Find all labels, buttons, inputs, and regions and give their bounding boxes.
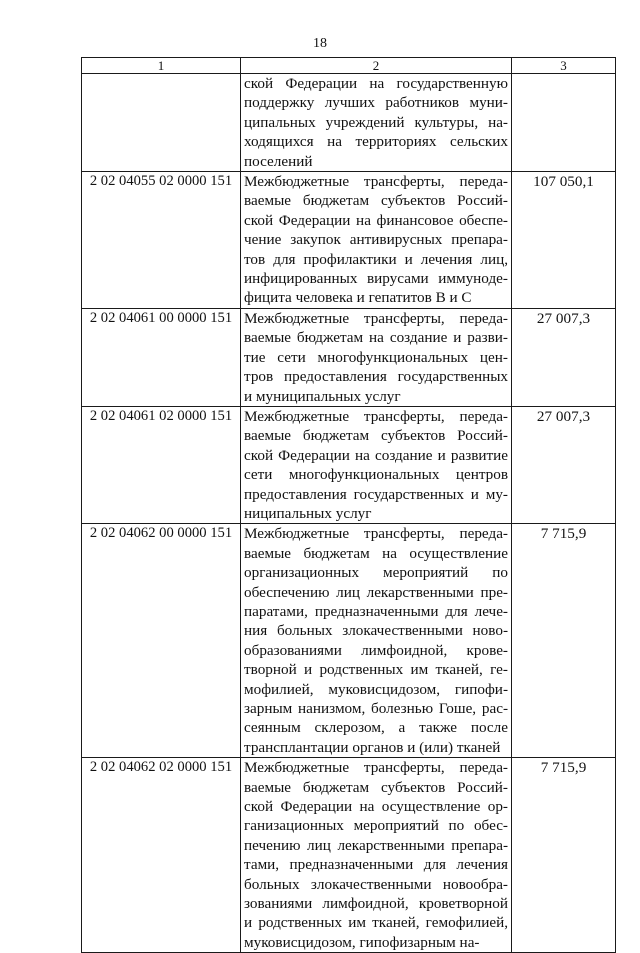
amount-cell: 7 715,9 [512,758,616,953]
description-cell [241,758,512,953]
description-cell [241,524,512,758]
table-header-row [82,58,616,74]
budget-code-cell: 2 02 04061 02 0000 151 [82,406,241,523]
description-line: Межбюджетные трансферты, переда- [244,173,508,191]
budget-table [81,57,616,953]
table-row [82,74,616,172]
amount-cell [512,74,616,172]
description-line: Межбюджетные трансферты, переда- [244,407,508,425]
description-line: сеянным склерозом, а также после [244,719,508,737]
description-line: тами, предназначенными для лечения [244,856,508,874]
description-line: ской Федерации на финансовое обеспе- [244,211,508,229]
description-line: Межбюджетные трансферты, переда- [244,309,508,327]
description-line: ваемые бюджетам на создание и разви- [244,329,508,347]
description-line: чение закупок антивирусных препара- [244,231,508,249]
column-header-description: 2 [241,58,512,74]
description-cell [241,308,512,406]
description-cell [241,172,512,309]
amount-cell: 27 007,3 [512,406,616,523]
amount-cell: 27 007,3 [512,308,616,406]
description-line: и муниципальных услуг [244,387,401,405]
page-number: 18 [313,36,327,51]
description-line: и родственных им тканей, гемофилией, [244,914,508,932]
table-row [82,406,616,523]
table-row [82,308,616,406]
description-line: муковисцидозом, гипофизарным на- [244,933,480,951]
table-row [82,758,616,953]
description-cell [241,74,512,172]
description-line: зованиями лимфоидной, кроветворной [244,895,508,913]
budget-code-cell: 2 02 04061 00 0000 151 [82,308,241,406]
description-line: поддержку лучших работников муни- [244,94,508,112]
description-line: ваемые бюджетам субъектов Россий- [244,192,508,210]
description-line: больных злокачественными новообра- [244,875,508,893]
description-line: ганизационных мероприятий по обес- [244,817,508,835]
description-line: трансплантации органов и (или) тканей [244,738,501,756]
description-line: печению лиц лекарственными препара- [244,836,508,854]
description-cell [241,406,512,523]
description-line: ской Федерации на создание и развитие [244,446,508,464]
budget-code-cell: 2 02 04062 00 0000 151 [82,524,241,758]
description-line: ниципальных услуг [244,504,372,522]
description-line: ваемые бюджетам субъектов Россий- [244,427,508,445]
budget-code-cell: 2 02 04055 02 0000 151 [82,172,241,309]
table-row [82,524,616,758]
description-line: сети многофункциональных центров [244,466,508,484]
description-line: зарным нанизмом, болезнью Гоше, рас- [244,700,508,717]
description-line: ваемые бюджетам субъектов Россий- [244,778,508,796]
description-line: тов для профилактики и лечения лиц, [244,250,508,268]
budget-code-cell: 2 02 04062 02 0000 151 [82,758,241,953]
column-header-amount: 3 [512,58,616,74]
description-line: образованиями лимфоидной, крове- [244,641,508,659]
description-line: поселений [244,152,313,170]
description-line: Межбюджетные трансферты, переда- [244,525,508,543]
column-header-code: 1 [82,58,241,74]
description-line: организационных мероприятий по [244,564,508,582]
description-line: фицита человека и гепатитов В и С [244,289,472,307]
description-line: ходящихся на территориях сельских [244,133,508,151]
description-line: ваемые бюджетам на осуществление [244,544,508,562]
description-line: Межбюджетные трансферты, переда- [244,759,508,777]
amount-cell: 7 715,9 [512,524,616,758]
description-line: ния больных злокачественными ново- [244,622,508,640]
description-line: тров предоставления государственных [244,368,508,386]
table-body [82,74,616,953]
budget-code-cell [82,74,241,172]
description-line: обеспечению лиц лекарственными пре- [244,583,508,601]
description-line: тие сети многофункциональных цен- [244,348,508,366]
description-line: творной и родственных им тканей, ге- [244,661,508,679]
description-line: паратами, предназначенными для лече- [244,602,508,620]
description-line: мофилией, муковисцидозом, гипофи- [244,680,508,698]
description-line: ципальных учреждений культуры, на- [244,113,508,131]
amount-cell: 107 050,1 [512,172,616,309]
description-line: ской Федерации на осуществление ор- [244,798,508,816]
description-line: ской Федерации на государственную [244,75,508,92]
description-line: инфицированных вирусами иммуноде- [244,270,508,288]
table-row [82,172,616,309]
description-line: предоставления государственных и му- [244,485,508,503]
